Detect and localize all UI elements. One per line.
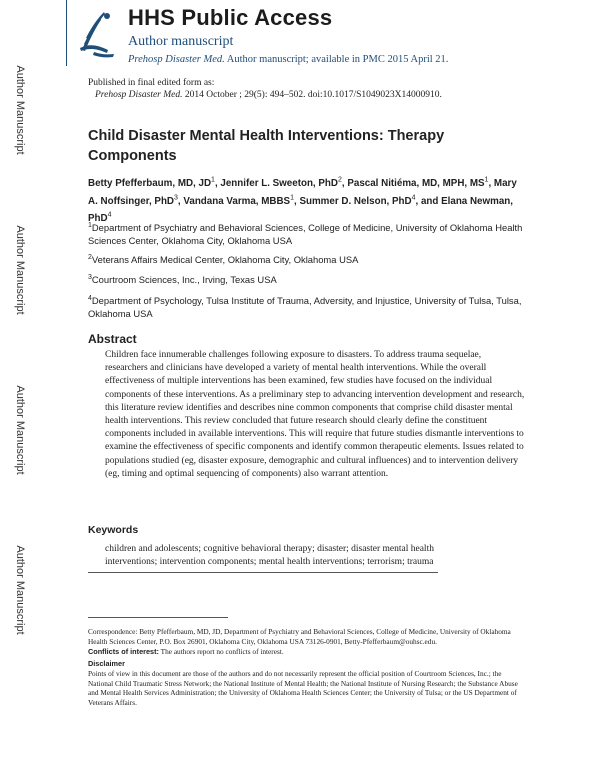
affiliation: $^2$Veterans Affairs Medical Center, Oklahoma City, Oklahoma USA — [88, 254, 359, 266]
availability-text: Author manuscript; available in PMC 2015 April 21. — [224, 54, 449, 65]
sidebar-label — [10, 545, 30, 635]
citation — [95, 90, 442, 100]
conflicts-text: The authors report no conflicts of interest. — [158, 647, 284, 656]
journal-availability — [128, 54, 448, 65]
sidebar-label-text: Author Manuscript — [14, 545, 26, 635]
abstract-heading: Abstract — [88, 332, 137, 346]
keywords-divider — [88, 572, 438, 573]
header-divider — [66, 0, 67, 66]
hhs-eagle-logo-icon — [74, 8, 118, 60]
article-title: Child Disaster Mental Health Interventions: Therapy Components — [88, 128, 445, 164]
journal-name: Prehosp Disaster Med. — [128, 54, 225, 65]
affiliation: $^3$Courtroom Sciences, Inc., Irving, Texas USA — [88, 274, 277, 286]
sidebar-label — [10, 65, 30, 155]
sidebar-label — [10, 385, 30, 475]
footnote-divider — [88, 617, 228, 618]
author: Betty Pfefferbaum, MD, $JD^1$, — [88, 177, 221, 190]
author-manuscript-label: Author manuscript — [128, 34, 234, 49]
author: Jennifer L. Sweeton, PhD$^2$, — [220, 177, 348, 190]
hhs-title: HHS Public Access — [128, 5, 333, 30]
keywords-text: children and adolescents; cognitive behavioral therapy; disaster; disaster mental health interventions; intervention components; mental health interventions; terrorism; trauma — [105, 544, 434, 567]
abstract-text: Children face innumerable challenges following exposure to disasters. To address trauma sequelae, researchers and clinicians have developed a variety of mental health interventions. While the overall effectiveness of multiple interventions has been examined, few studies have focused on the individual components of these interventions. As a preliminary step to advancing intervention development and research, this literature review identifies and describes nine common components that comprise child disaster mental health interventions. This review concluded that future research should clearly define the constituent components included in available interventions. This will require that future studies dismantle interventions to examine the effectiveness of specific components and identify common therapeutic elements. Issues related to populations studied (eg, disaster exposure, demographic and cultural influences) and to intervention delivery (eg, timing and optimal sequencing of components) also warrant attention. — [105, 350, 525, 479]
citation-details: 2014 October ; 29(5): 494–502. doi:10.1017/S1049023X14000910. — [182, 90, 442, 100]
sidebar-label-text: Author Manuscript — [14, 385, 26, 475]
keywords-heading: Keywords — [88, 524, 139, 536]
author: Elana Newman, PhD$^4$ — [88, 195, 513, 224]
author: Summer D. Nelson, PhD$^4$, and — [299, 194, 442, 207]
sidebar-label — [10, 225, 30, 315]
sidebar-label-text: Author Manuscript — [14, 225, 26, 315]
disclaimer-label: Disclaimer — [88, 659, 125, 668]
disclaimer-text: Points of view in this document are those of the authors and do not necessarily represent the official position of Courtroom Sciences, Inc.; the National Child Traumatic Stress Network; the National Institute of Mental Health; the National Institute of Nursing Research; the Substance Abuse and Mental Health Services Administration; the University of Oklahoma Health Sciences Center; the University of Tulsa; or the US Department of Veterans Affairs. — [88, 669, 518, 707]
citation-journal: Prehosp Disaster Med. — [95, 90, 183, 100]
author: Mary A. Noffsinger, PhD$^3$, — [88, 178, 517, 207]
conflicts-footnote — [88, 647, 518, 657]
author: Vandana Varma, MBBS$^1$, — [183, 194, 300, 207]
conflicts-label: Conflicts of interest: — [88, 647, 159, 656]
affiliation: $^1$Department of Psychiatry and Behavioral Sciences, College of Medicine, University of Oklahoma Health Sciences Center, Oklahoma City, Oklahoma USA — [88, 222, 523, 247]
affiliation: $^4$Department of Psychology, Tulsa Institute of Trauma, Adversity, and Injustice, University of Tulsa, Tulsa, Oklahoma USA — [88, 295, 522, 320]
sidebar-label-text: Author Manuscript — [14, 65, 26, 155]
published-in-label: Published in final edited form as: — [88, 78, 215, 88]
correspondence-footnote: Correspondence: Betty Pfefferbaum, MD, JD, Department of Psychiatry and Behavioral Sciences, College of Medicine, University of Oklahoma Health Sciences Center, P.O. Box 26901, Oklahoma City, Oklahoma USA 73126-0901, Betty-Pfefferbaum@ouhsc.edu. — [88, 627, 511, 646]
author: Pascal Nitiéma, MD, MPH, $MS^1$, — [347, 177, 494, 190]
